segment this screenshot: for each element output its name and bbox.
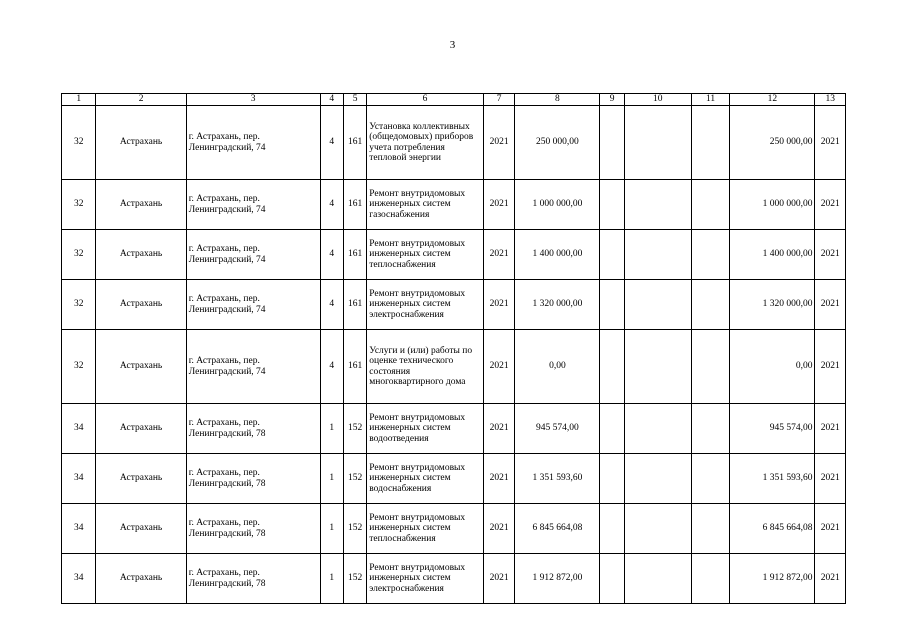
cell-municipality: Астрахань (96, 330, 186, 404)
cell-completion-year: 2021 (815, 106, 846, 180)
cell-completion-year: 2021 (815, 504, 846, 554)
cell-completion-year: 2021 (815, 330, 846, 404)
column-header: 13 (815, 94, 846, 106)
cell-work-type: Ремонт внутридомовых инженерных систем газоснабжения (367, 180, 484, 230)
column-header: 9 (600, 94, 624, 106)
cell-address: г. Астрахань, пер. Ленинградский, 74 (186, 330, 320, 404)
cell-floors: 1 (320, 554, 343, 604)
cell-apartments: 152 (343, 554, 366, 604)
header-row (62, 94, 846, 106)
cell-plan-year: 2021 (483, 554, 514, 604)
table-row (62, 504, 846, 554)
cell-floors: 4 (320, 280, 343, 330)
cell-total-cost: 6 845 664,08 (515, 504, 600, 554)
capital-repair-table (61, 93, 846, 604)
column-header: 11 (691, 94, 730, 106)
cell-row-number: 32 (62, 280, 96, 330)
table-row (62, 554, 846, 604)
cell-fund-cost: 945 574,00 (730, 404, 815, 454)
cell-cost-col-10 (624, 454, 691, 504)
table-row (62, 454, 846, 504)
cell-cost-col-10 (624, 404, 691, 454)
column-header: 1 (62, 94, 96, 106)
cell-apartments: 152 (343, 454, 366, 504)
cell-apartments: 161 (343, 280, 366, 330)
cell-total-cost: 1 000 000,00 (515, 180, 600, 230)
cell-plan-year: 2021 (483, 330, 514, 404)
cell-cost-col-10 (624, 504, 691, 554)
cell-plan-year: 2021 (483, 180, 514, 230)
table-row (62, 106, 846, 180)
column-header: 2 (96, 94, 186, 106)
cell-address: г. Астрахань, пер. Ленинградский, 74 (186, 230, 320, 280)
cell-row-number: 32 (62, 230, 96, 280)
cell-total-cost: 1 912 872,00 (515, 554, 600, 604)
cell-cost-col-9 (600, 106, 624, 180)
cell-municipality: Астрахань (96, 404, 186, 454)
cell-cost-col-9 (600, 180, 624, 230)
column-header: 5 (343, 94, 366, 106)
cell-completion-year: 2021 (815, 404, 846, 454)
cell-plan-year: 2021 (483, 504, 514, 554)
cell-municipality: Астрахань (96, 280, 186, 330)
cell-work-type: Ремонт внутридомовых инженерных систем теплоснабжения (367, 504, 484, 554)
cell-address: г. Астрахань, пер. Ленинградский, 74 (186, 106, 320, 180)
cell-work-type: Ремонт внутридомовых инженерных систем электроснабжения (367, 280, 484, 330)
cell-apartments: 161 (343, 330, 366, 404)
cell-row-number: 32 (62, 106, 96, 180)
cell-cost-col-11 (691, 504, 730, 554)
cell-plan-year: 2021 (483, 280, 514, 330)
cell-cost-col-9 (600, 330, 624, 404)
cell-municipality: Астрахань (96, 554, 186, 604)
cell-cost-col-11 (691, 330, 730, 404)
cell-fund-cost: 1 320 000,00 (730, 280, 815, 330)
cell-floors: 4 (320, 180, 343, 230)
cell-municipality: Астрахань (96, 230, 186, 280)
cell-total-cost: 1 400 000,00 (515, 230, 600, 280)
cell-fund-cost: 1 912 872,00 (730, 554, 815, 604)
column-header: 8 (515, 94, 600, 106)
column-header: 12 (730, 94, 815, 106)
cell-plan-year: 2021 (483, 454, 514, 504)
cell-cost-col-11 (691, 180, 730, 230)
cell-total-cost: 0,00 (515, 330, 600, 404)
cell-apartments: 161 (343, 180, 366, 230)
cell-cost-col-11 (691, 454, 730, 504)
column-header: 10 (624, 94, 691, 106)
cell-work-type: Услуги и (или) работы по оценке технического состояния многоквартирного дома (367, 330, 484, 404)
cell-row-number: 32 (62, 180, 96, 230)
cell-address: г. Астрахань, пер. Ленинградский, 74 (186, 280, 320, 330)
cell-plan-year: 2021 (483, 404, 514, 454)
cell-row-number: 34 (62, 554, 96, 604)
cell-fund-cost: 1 400 000,00 (730, 230, 815, 280)
cell-cost-col-10 (624, 180, 691, 230)
cell-municipality: Астрахань (96, 106, 186, 180)
cell-floors: 4 (320, 230, 343, 280)
cell-cost-col-10 (624, 280, 691, 330)
cell-cost-col-10 (624, 106, 691, 180)
cell-work-type: Установка коллективных (общедомовых) приборов учета потребления тепловой энергии (367, 106, 484, 180)
column-header: 4 (320, 94, 343, 106)
cell-apartments: 152 (343, 504, 366, 554)
cell-cost-col-11 (691, 106, 730, 180)
cell-cost-col-11 (691, 280, 730, 330)
cell-fund-cost: 1 351 593,60 (730, 454, 815, 504)
cell-address: г. Астрахань, пер. Ленинградский, 78 (186, 504, 320, 554)
cell-apartments: 161 (343, 230, 366, 280)
cell-cost-col-9 (600, 404, 624, 454)
cell-cost-col-9 (600, 230, 624, 280)
cell-completion-year: 2021 (815, 554, 846, 604)
cell-apartments: 161 (343, 106, 366, 180)
table-row (62, 330, 846, 404)
cell-row-number: 34 (62, 454, 96, 504)
cell-cost-col-10 (624, 230, 691, 280)
cell-fund-cost: 250 000,00 (730, 106, 815, 180)
cell-cost-col-9 (600, 504, 624, 554)
column-header: 3 (186, 94, 320, 106)
cell-total-cost: 1 351 593,60 (515, 454, 600, 504)
cell-total-cost: 1 320 000,00 (515, 280, 600, 330)
cell-address: г. Астрахань, пер. Ленинградский, 78 (186, 404, 320, 454)
cell-completion-year: 2021 (815, 180, 846, 230)
table-row (62, 230, 846, 280)
cell-cost-col-10 (624, 554, 691, 604)
cell-work-type: Ремонт внутридомовых инженерных систем теплоснабжения (367, 230, 484, 280)
cell-row-number: 34 (62, 404, 96, 454)
cell-fund-cost: 6 845 664,08 (730, 504, 815, 554)
cell-completion-year: 2021 (815, 454, 846, 504)
cell-cost-col-9 (600, 454, 624, 504)
cell-work-type: Ремонт внутридомовых инженерных систем электроснабжения (367, 554, 484, 604)
cell-cost-col-11 (691, 404, 730, 454)
cell-municipality: Астрахань (96, 504, 186, 554)
cell-address: г. Астрахань, пер. Ленинградский, 78 (186, 454, 320, 504)
cell-fund-cost: 1 000 000,00 (730, 180, 815, 230)
cell-floors: 4 (320, 106, 343, 180)
cell-work-type: Ремонт внутридомовых инженерных систем водоснабжения (367, 454, 484, 504)
cell-work-type: Ремонт внутридомовых инженерных систем водоотведения (367, 404, 484, 454)
column-header: 6 (367, 94, 484, 106)
cell-apartments: 152 (343, 404, 366, 454)
cell-row-number: 34 (62, 504, 96, 554)
cell-plan-year: 2021 (483, 230, 514, 280)
table-row (62, 180, 846, 230)
cell-completion-year: 2021 (815, 230, 846, 280)
cell-floors: 1 (320, 404, 343, 454)
cell-cost-col-9 (600, 280, 624, 330)
cell-row-number: 32 (62, 330, 96, 404)
cell-cost-col-11 (691, 554, 730, 604)
cell-address: г. Астрахань, пер. Ленинградский, 74 (186, 180, 320, 230)
cell-municipality: Астрахань (96, 454, 186, 504)
cell-plan-year: 2021 (483, 106, 514, 180)
cell-floors: 1 (320, 454, 343, 504)
cell-cost-col-11 (691, 230, 730, 280)
table-row (62, 280, 846, 330)
cell-cost-col-10 (624, 330, 691, 404)
cell-cost-col-9 (600, 554, 624, 604)
cell-total-cost: 250 000,00 (515, 106, 600, 180)
cell-total-cost: 945 574,00 (515, 404, 600, 454)
cell-floors: 1 (320, 504, 343, 554)
cell-floors: 4 (320, 330, 343, 404)
column-header: 7 (483, 94, 514, 106)
page-number: 3 (449, 39, 456, 51)
table-row (62, 404, 846, 454)
cell-fund-cost: 0,00 (730, 330, 815, 404)
cell-completion-year: 2021 (815, 280, 846, 330)
cell-municipality: Астрахань (96, 180, 186, 230)
cell-address: г. Астрахань, пер. Ленинградский, 78 (186, 554, 320, 604)
